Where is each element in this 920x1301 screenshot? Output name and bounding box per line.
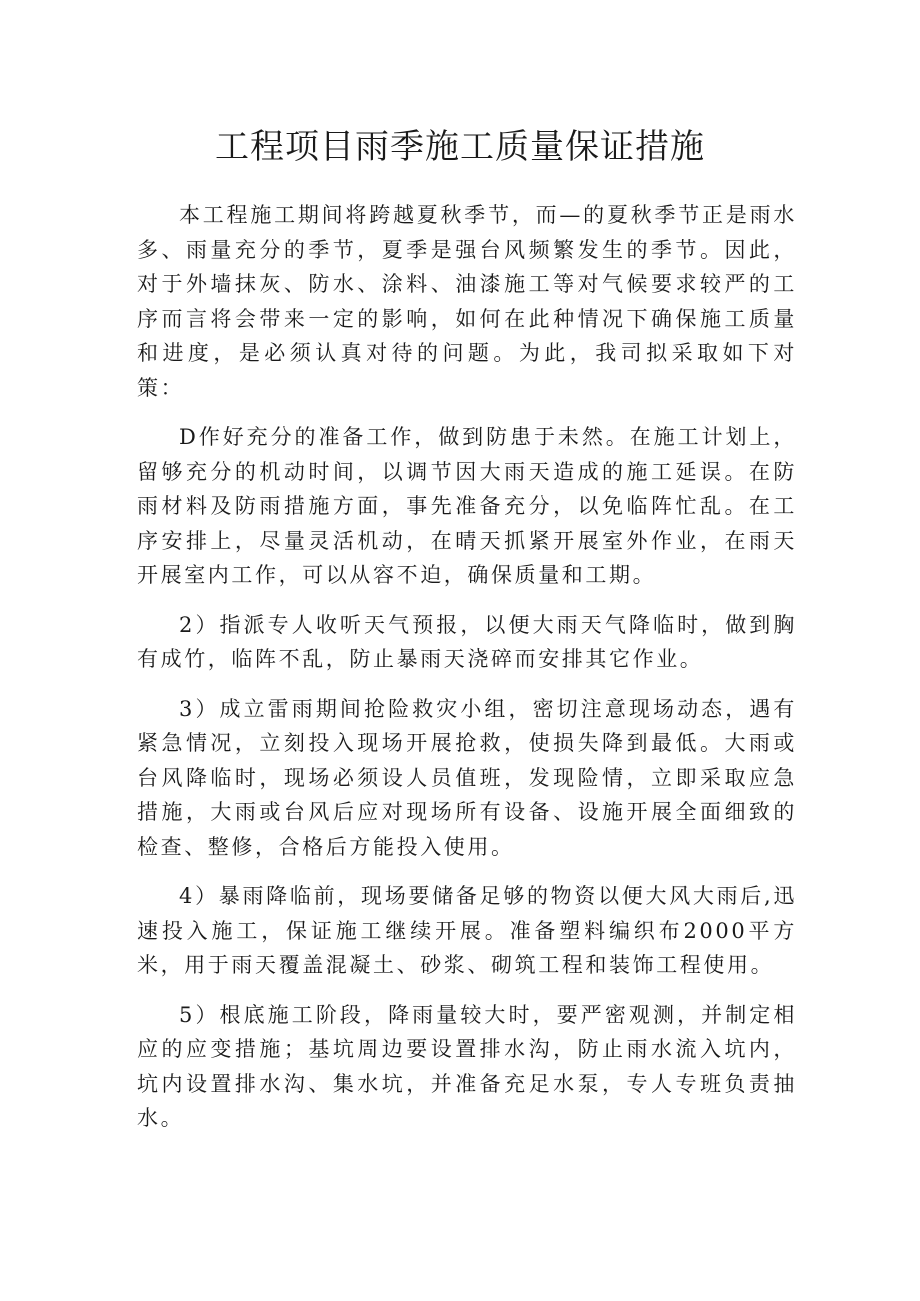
paragraph-item-5: 5）根底施工阶段，降雨量较大时，要严密观测，并制定相应的应变措施；基坑周边要设置排水沟，防止雨水流入坑内，坑内设置排水沟、集水坑，并准备充足水泵，专人专班负责抽水。: [137, 1002, 797, 1130]
paragraph-item-4: 4）暴雨降临前，现场要储备足够的物资以便大风大雨后,迅速投入施工，保证施工继续开展。准备塑料编织布2000平方米，用于雨天覆盖混凝土、砂浆、砌筑工程和装饰工程使用。: [137, 884, 797, 977]
paragraph-item-2: 2）指派专人收听天气预报，以便大雨天气降临时，做到胸有成竹，临阵不乱，防止暴雨天浇碎而安排其它作业。: [137, 612, 797, 671]
document-body: [137, 198, 797, 1151]
document-title: 工程项目雨季施工质量保证措施: [215, 127, 705, 167]
paragraph-item-1: D作好充分的准备工作，做到防患于未然。在施工计划上，留够充分的机动时间，以调节因大雨天造成的施工延误。在防雨材料及防雨措施方面，事先准备充分，以免临阵忙乱。在工序安排上，尽量灵活机动，在晴天抓紧开展室外作业，在雨天开展室内工作，可以从容不迫，确保质量和工期。: [137, 425, 797, 587]
paragraph-item-3: 3）成立雷雨期间抢险救灾小组，密切注意现场动态，遇有紧急情况，立刻投入现场开展抢救，使损失降到最低。大雨或台风降临时，现场必须设人员值班，发现险情，立即采取应急措施，大雨或台风后应对现场所有设备、设施开展全面细致的检查、整修，合格后方能投入使用。: [137, 696, 797, 859]
paragraph-intro: 本工程施工期间将跨越夏秋季节，而—的夏秋季节正是雨水多、雨量充分的季节，夏季是强台风频繁发生的季节。因此，对于外墙抹灰、防水、涂料、油漆施工等对气候要求较严的工序而言将会带来一定的影响，如何在此种情况下确保施工质量和进度，是必须认真对待的问题。为此，我司拟采取如下对策：: [137, 203, 797, 400]
